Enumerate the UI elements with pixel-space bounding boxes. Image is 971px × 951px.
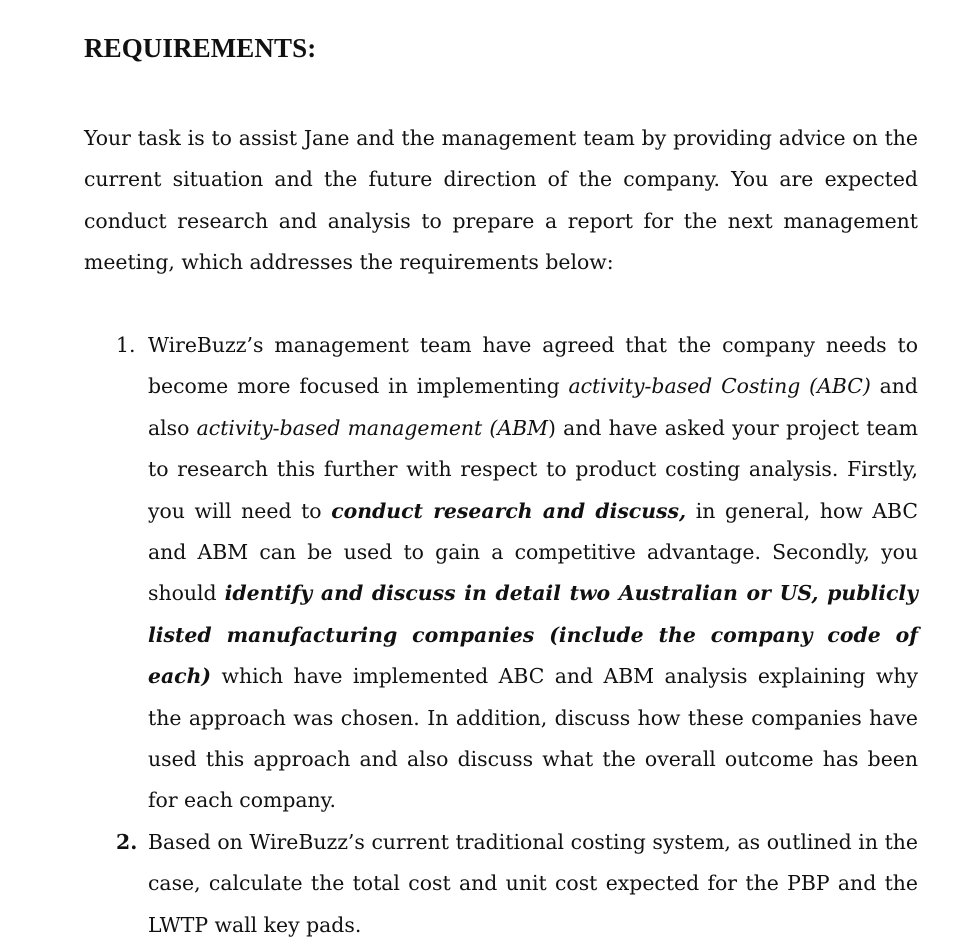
text-segment: in general, how ABC and ABM can be used to gain a competitive advantage. Secondly, you should <box>148 498 919 606</box>
intro-paragraph: Your task is to assist Jane and the management team by providing advice on the current situation and the future direction of the company. You are expected conduct research and analysis to prepare a report for the next management meeting, which addresses the requirements below: <box>84 126 918 275</box>
requirement-number: 2. <box>116 830 138 854</box>
text-segment: WireBuzz’s management team have agreed that the company needs to become more focused in implementing <box>148 333 918 399</box>
abm-term: activity-based management (ABM <box>196 415 548 440</box>
text-segment: which have implemented ABC and ABM analysis explaining why the approach was chosen. In addition, discuss how these companies have used this approach and also discuss what the overall outcome has been for each company. <box>148 664 918 813</box>
emphasis-identify-companies: identify and discuss in detail two Australian or US, publicly listed manufacturing companies (include the company code of each) <box>148 581 919 689</box>
requirements-heading: REQUIREMENTS: <box>84 33 317 63</box>
text-segment: ) and have asked your project team to research this further with respect to product costing analysis. Firstly, you will need to <box>148 415 919 523</box>
requirement-number: 1. <box>116 333 136 357</box>
emphasis-conduct-research: conduct research and discuss, <box>331 498 687 523</box>
abc-term: activity-based Costing (ABC) <box>568 374 871 399</box>
text-segment: and also <box>148 374 918 440</box>
requirement-text: Based on WireBuzz’s current traditional costing system, as outlined in the case, calculate the total cost and unit cost expected for the PBP and the LWTP wall key pads. <box>148 830 918 937</box>
requirement-text <box>148 325 918 822</box>
